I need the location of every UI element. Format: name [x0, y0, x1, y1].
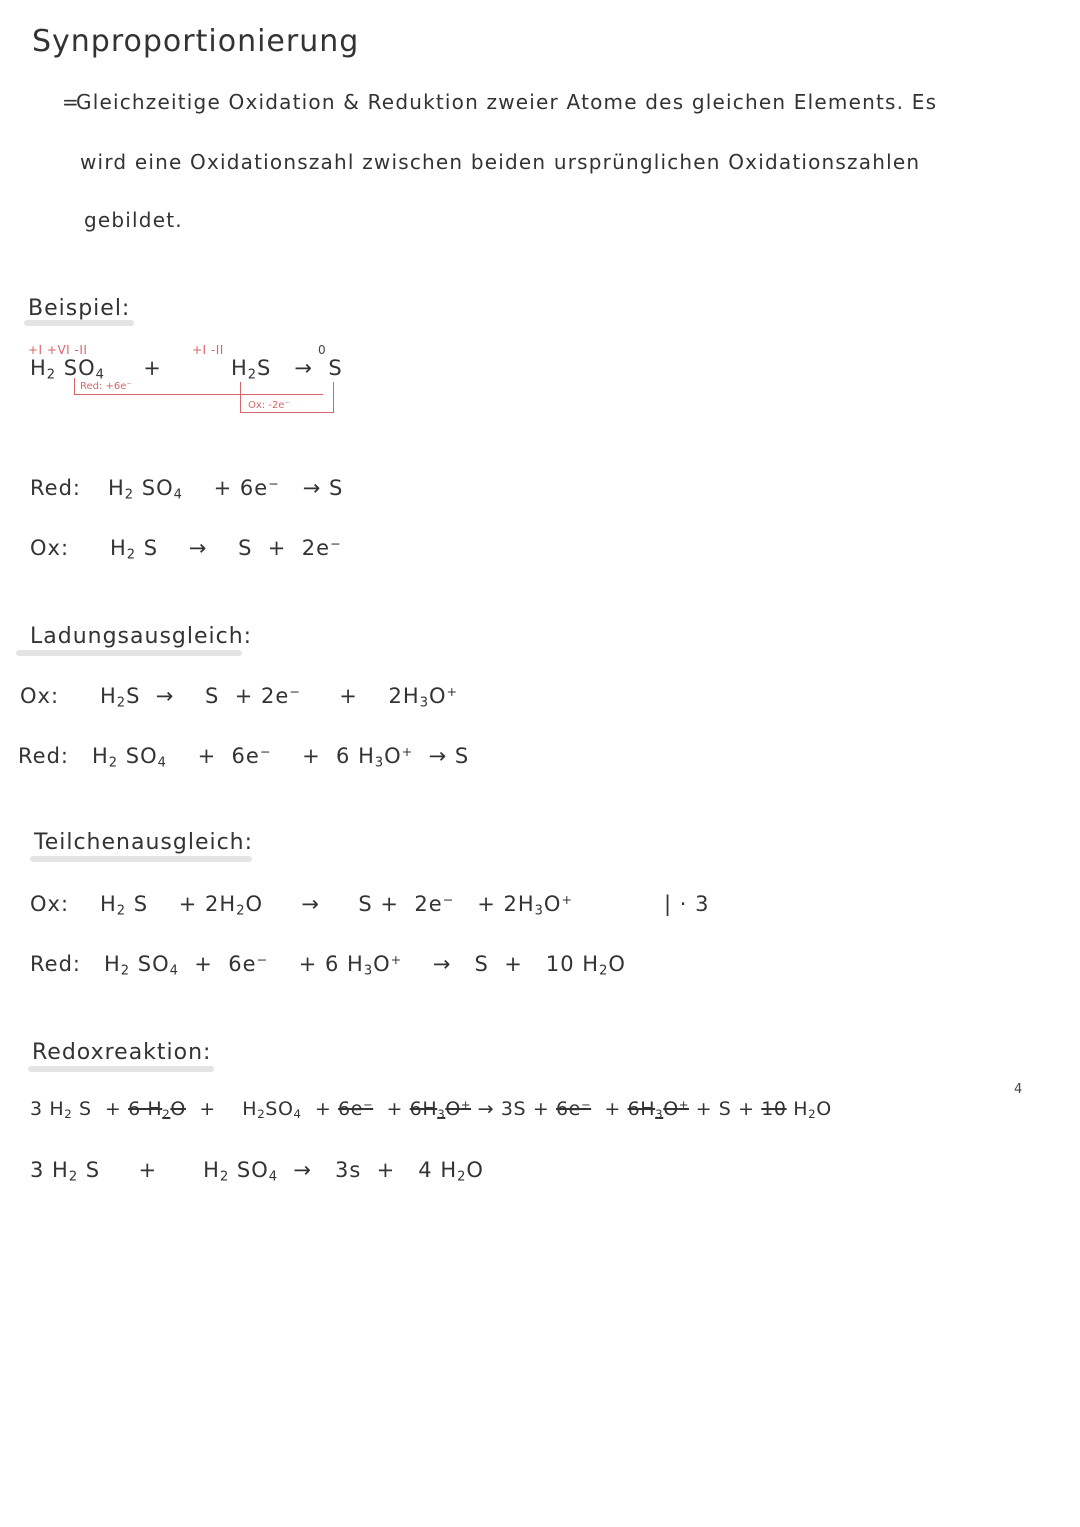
definition-prefix: =: [62, 90, 80, 114]
page-title: Synproportionierung: [32, 24, 360, 59]
oxidation-numbers-h2s: +I -II: [192, 343, 224, 357]
redox-net-equation: 3 $H_2$ S + $H_2$ $SO_4 \to 3s + 4$ $H_2O$: [30, 1158, 484, 1185]
particle-balance-ox-label: Ox:: [30, 892, 70, 916]
oxidation-bracket-label: Ox: -2e⁻: [248, 400, 290, 411]
half-reaction-red-label: Red:: [30, 476, 81, 500]
particle-balance-heading: Teilchenausgleich:: [34, 830, 254, 855]
charge-balance-red: $H_2$ $SO_4$ + 6e− + 6 $H_3O^+ \to S$: [92, 744, 470, 771]
redox-heading: Redoxreaktion:: [32, 1040, 212, 1065]
charge-balance-ox: $H_2S$ → S + 2e− + $2H_3O^+$: [100, 684, 459, 711]
particle-balance-red-label: Red:: [30, 952, 81, 976]
particle-balance-red: $H_2$ $SO_4 + 6e^-$ + 6 $H_3O^+$ → S + 10 $H_2O$: [104, 952, 626, 979]
charge-balance-red-label: Red:: [18, 744, 69, 768]
heading-highlight: [30, 856, 252, 862]
definition-line-1: Gleichzeitige Oxidation & Reduktion zweier Atome des gleichen Elements. Es: [76, 90, 938, 114]
heading-highlight: [28, 1066, 214, 1072]
half-reaction-ox-label: Ox:: [30, 536, 70, 560]
definition-line-2: wird eine Oxidationszahl zwischen beiden ursprünglichen Oxidationszahlen: [80, 150, 921, 174]
redox-full-equation: 3 $H_2$ S + 6 $H_2O$ + $H_2SO_4 + 6e^- + 6H_3O^+ \to 3S + 6e^- + 6H_3O^+ + S + 10$ $H_2O$: [30, 1097, 832, 1121]
charge-balance-ox-label: Ox:: [20, 684, 60, 708]
charge-balance-heading: Ladungsausgleich:: [30, 624, 253, 649]
reduction-bracket-label: Red: +6e⁻: [80, 381, 132, 392]
particle-balance-multiplier: | · 3: [664, 892, 710, 916]
example-equation: $H_2$ $SO_4$ + $H_2S \to S$: [30, 356, 343, 383]
oxidation-numbers-h2so4: +I +VI -II: [28, 343, 88, 357]
example-heading: Beispiel:: [28, 296, 131, 321]
half-reaction-ox: $H_2$ S → S + 2e−: [110, 536, 342, 563]
particle-balance-ox: $H_2$ S + $2H_2O$ → $S + 2e^- + 2H_3O^+$: [100, 892, 574, 919]
definition-line-3: gebildet.: [84, 208, 183, 232]
correction-mark: 4: [1014, 1082, 1023, 1097]
heading-highlight: [16, 650, 242, 656]
oxidation-number-s: 0: [318, 343, 327, 357]
half-reaction-red: $H_2$ $SO_4$ + 6e− → S: [108, 476, 344, 503]
